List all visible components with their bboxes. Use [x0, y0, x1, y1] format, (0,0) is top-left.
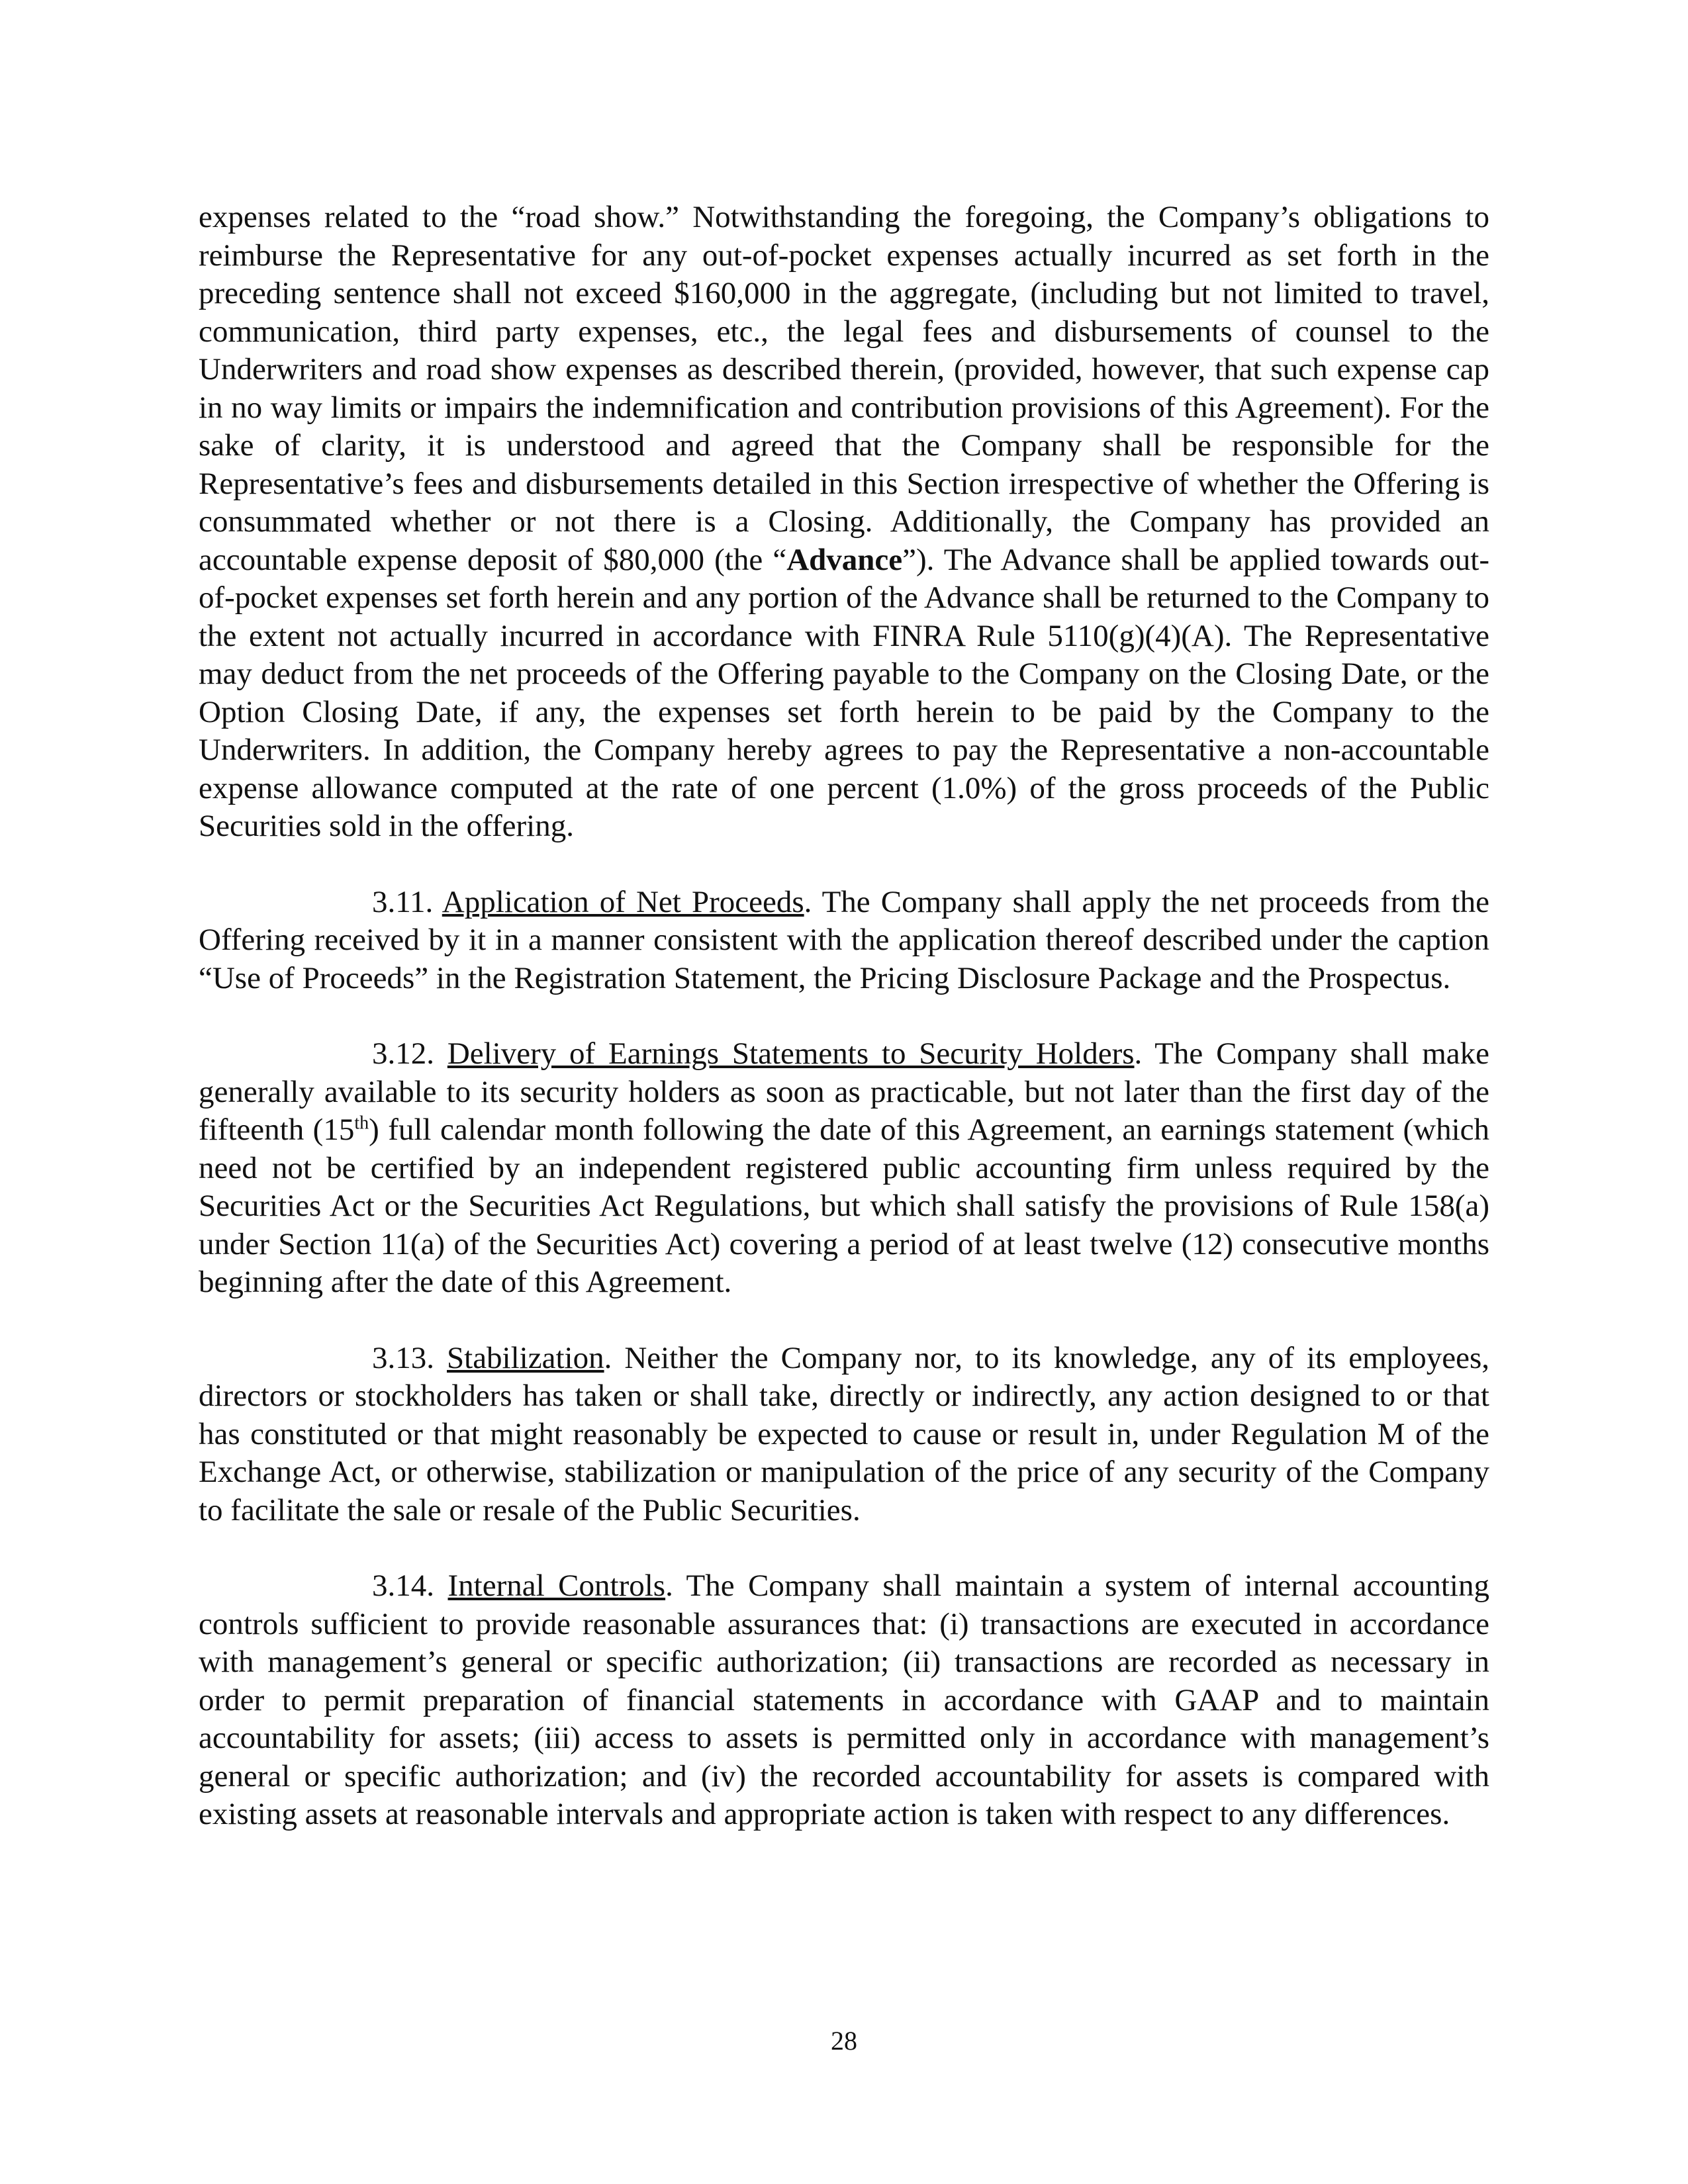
section-3-13: [199, 1340, 1489, 1530]
document-page: [199, 199, 1489, 1872]
section-number: 3.13.: [372, 1340, 434, 1375]
section-number: 3.12.: [372, 1036, 434, 1071]
section-heading: Application of Net Proceeds: [442, 884, 804, 919]
page-number: 28: [831, 2026, 857, 2056]
section-text: ) full calendar month following the date of this Agreement, an earnings statement (which need not be certified by an independent registered public accounting firm unless required by the Securities Act or the Securities Act Regulations, but which shall satisfy the provisions of Rule 158(a) under Section 11(a) of the Securities Act) covering a period of at least twelve (12) consecutive months beginning after the date of this Agreement.: [199, 1113, 1489, 1299]
section-number: 3.11.: [372, 884, 434, 919]
section-text: . The Company shall make generally available to its security holders as soon as practicable, but not later than the first day of the fifteenth (15: [199, 1036, 1490, 1147]
section-number: 3.14.: [372, 1569, 434, 1603]
section-3-11: [199, 884, 1489, 998]
section-heading: Delivery of Earnings Statements to Security Holders: [447, 1036, 1135, 1071]
advance-term: Advance: [786, 542, 903, 577]
section-text: . The Company shall apply the net proceeds from the Offering received by it in a manner consistent with the application thereof described under the caption “Use of Proceeds” in the Registration Statement, the Pricing Disclosure Package and the Prospectus.: [199, 884, 1489, 995]
section-heading: Internal Controls: [447, 1569, 666, 1603]
section-3-12: [199, 1035, 1489, 1302]
paragraph-expenses-continued: [199, 199, 1489, 846]
paragraph-text: ”). The Advance shall be applied towards out-of-pocket expenses set forth herein and any portion of the Advance shall be returned to the Company to the extent not actually incurred in accordance with FINRA Rule 5110(g)(4)(A). The Representative may deduct from the net proceeds of the Offering payable to the Company on the Closing Date, or the Option Closing Date, if any, the expenses set forth herein to be paid by the Company to the Underwriters. In addition, the Company hereby agrees to pay the Representative a non-accountable expense allowance computed at the rate of one percent (1.0%) of the gross proceeds of the Public Securities sold in the offering.: [199, 542, 1489, 843]
superscript-ordinal: th: [354, 1113, 369, 1134]
paragraph-text: expenses related to the “road show.” Notwithstanding the foregoing, the Company’s obligations to reimburse the Representative for any out-of-pocket expenses actually incurred as set forth in the preceding sentence shall not exceed $160,000 in the aggregate, (including but not limited to travel, communication, third party expenses, etc., the legal fees and disbursements of counsel to the Underwriters and road show expenses as described therein, (provided, however, that such expense cap in no way limits or impairs the indemnification and contribution provisions of this Agreement). For the sake of clarity, it is understood and agreed that the Company shall be responsible for the Representative’s fees and disbursements detailed in this Section irrespective of whether the Offering is consummated whether or not there is a Closing. Additionally, the Company has provided an accountable expense deposit of $80,000 (the “: [199, 200, 1489, 577]
section-3-14: [199, 1567, 1489, 1834]
section-text: . Neither the Company nor, to its knowledge, any of its employees, directors or stockholders has taken or shall take, directly or indirectly, any action designed to or that has constituted or that might reasonably be expected to cause or result in, under Regulation M of the Exchange Act, or otherwise, stabilization or manipulation of the price of any security of the Company to facilitate the sale or resale of the Public Securities.: [199, 1340, 1490, 1527]
section-text: . The Company shall maintain a system of internal accounting controls sufficient to provide reasonable assurances that: (i) transactions are executed in accordance with management’s general or specific authorization; (ii) transactions are recorded as necessary in order to permit preparation of financial statements in accordance with GAAP and to maintain accountability for assets; (iii) access to assets is permitted only in accordance with management’s general or specific authorization; and (iv) the recorded accountability for assets is compared with existing assets at reasonable intervals and appropriate action is taken with respect to any differences.: [199, 1569, 1489, 1831]
section-heading: Stabilization: [447, 1340, 604, 1375]
